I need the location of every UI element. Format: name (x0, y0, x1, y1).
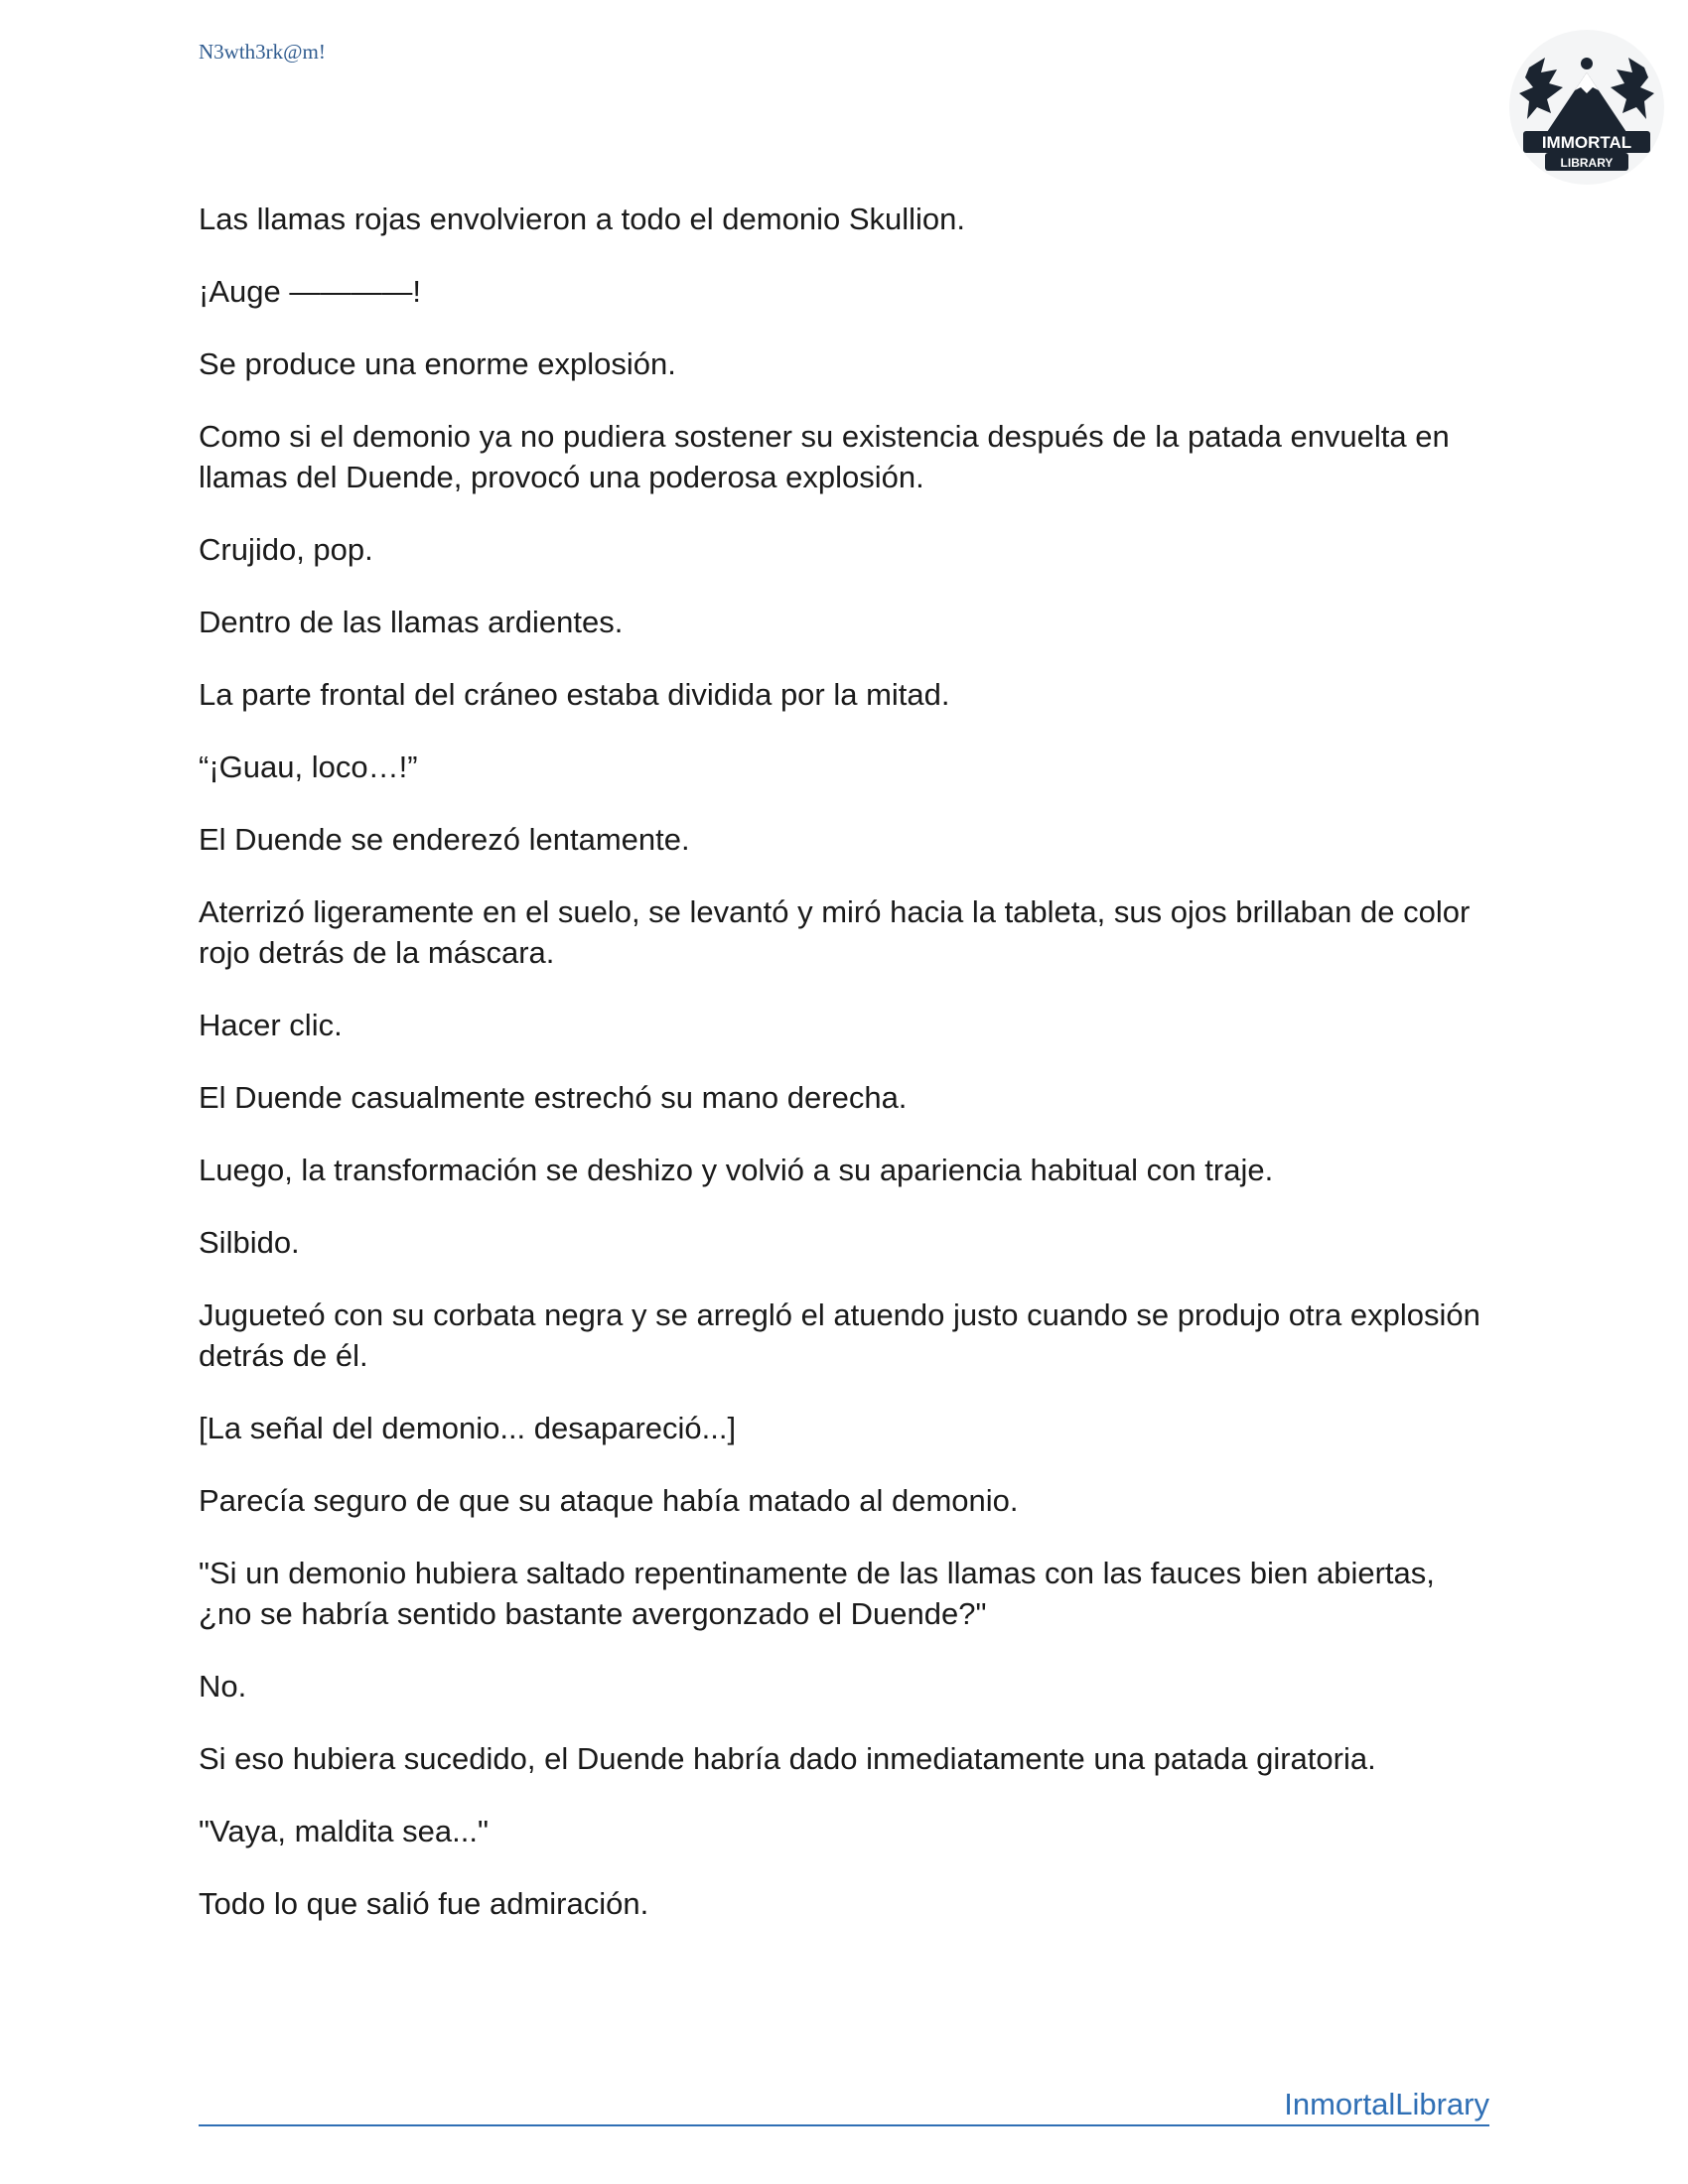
paragraph: El Duende casualmente estrechó su mano derecha. (199, 1080, 908, 1115)
footer-link-inmortal-library[interactable]: InmortalLibrary (199, 2085, 1489, 2126)
paragraph: “¡Guau, loco…!” (199, 750, 418, 784)
paragraph: Jugueteó con su corbata negra y se arregló el atuendo justo cuando se produjo otra explosión detrás de él. (199, 1297, 1480, 1373)
paragraph: Se produce una enorme explosión. (199, 346, 676, 381)
paragraph: ¡Auge ————! (199, 274, 421, 309)
paragraph: Las llamas rojas envolvieron a todo el demonio Skullion. (199, 202, 965, 236)
paragraph: Aterrizó ligeramente en el suelo, se levantó y miró hacia la tableta, sus ojos brillaban de color rojo detrás de la máscara. (199, 894, 1471, 970)
paragraph: Dentro de las llamas ardientes. (199, 605, 624, 639)
paragraph: "Vaya, maldita sea..." (199, 1814, 489, 1848)
chapter-text (199, 199, 1489, 1956)
paragraph: Silbido. (199, 1225, 300, 1260)
dragon-mountain-logo-icon (1507, 28, 1666, 187)
logo-text-top: IMMORTAL (1541, 133, 1632, 152)
paragraph: Luego, la transformación se deshizo y volvió a su apariencia habitual con traje. (199, 1153, 1274, 1187)
header-tag: N3wth3rk@m! (199, 40, 326, 64)
paragraph: Como si el demonio ya no pudiera sostener su existencia después de la patada envuelta en llamas del Duende, provocó una poderosa explosión. (199, 419, 1450, 494)
paragraph: "Si un demonio hubiera saltado repentinamente de las llamas con las fauces bien abiertas, ¿no se habría sentido bastante avergonzado el Duende?" (199, 1556, 1435, 1631)
paragraph: Parecía seguro de que su ataque había matado al demonio. (199, 1483, 1019, 1518)
paragraph: [La señal del demonio... desapareció...] (199, 1411, 737, 1445)
immortal-library-logo (1507, 28, 1666, 187)
paragraph: Crujido, pop. (199, 532, 373, 567)
paragraph: Todo lo que salió fue admiración. (199, 1886, 649, 1921)
paragraph: Si eso hubiera sucedido, el Duende habría dado inmediatamente una patada giratoria. (199, 1741, 1376, 1776)
paragraph: El Duende se enderezó lentamente. (199, 822, 690, 857)
paragraph: Hacer clic. (199, 1008, 343, 1042)
paragraph: La parte frontal del cráneo estaba dividida por la mitad. (199, 677, 950, 712)
logo-text-bottom: LIBRARY (1560, 156, 1614, 170)
paragraph: No. (199, 1669, 247, 1704)
